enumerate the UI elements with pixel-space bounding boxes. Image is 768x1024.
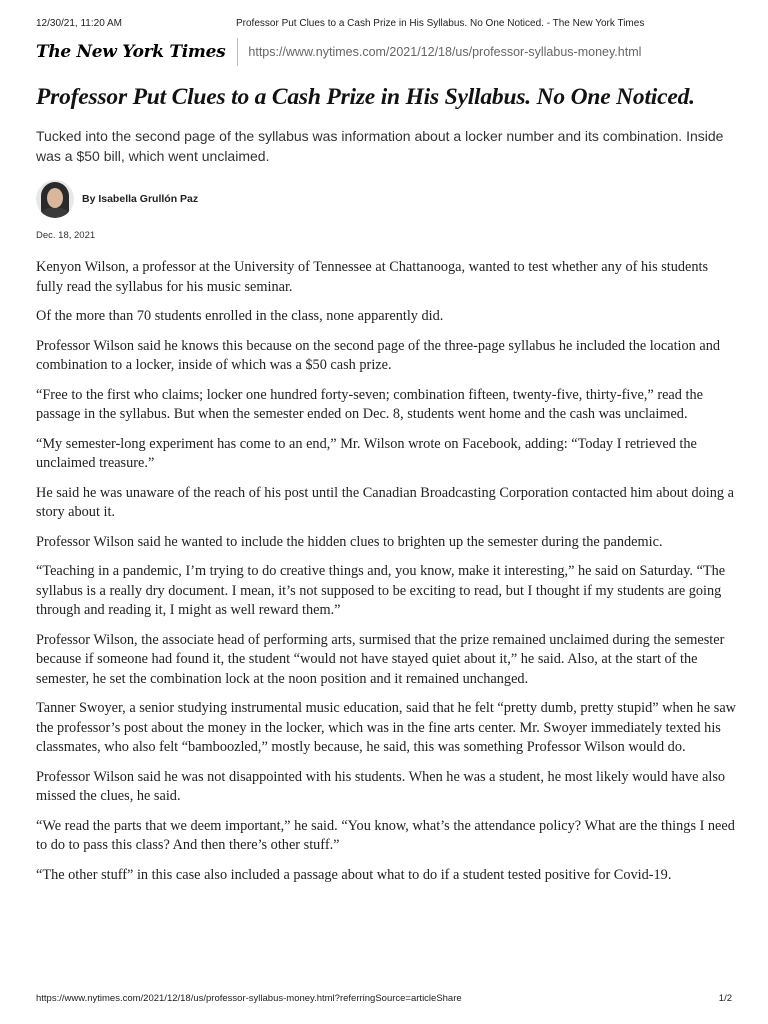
- publish-date: Dec. 18, 2021: [36, 230, 96, 241]
- article-paragraph: Professor Wilson said he was not disappointed with his students. When he was a student, he most likely would have also missed the clues, he said.: [36, 768, 726, 804]
- masthead: [36, 38, 641, 66]
- print-header: [36, 18, 732, 29]
- article-paragraph: He said he was unaware of the reach of his post until the Canadian Broadcasting Corporation contacted him about doing a story about it.: [36, 484, 734, 520]
- article-body: [36, 258, 736, 895]
- author-avatar: [36, 180, 74, 218]
- article-paragraph: Professor Wilson said he knows this because on the second page of the three-page syllabus he included the location and combination to a locker, inside of which was a $50 cash prize.: [36, 337, 721, 373]
- article-summary: Tucked into the second page of the syllabus was information about a locker number and its combination. Inside was a $50 bill, which went unclaimed.: [36, 128, 724, 164]
- byline: [36, 180, 198, 218]
- article-paragraph: Kenyon Wilson, a professor at the University of Tennessee at Chattanooga, wanted to test whether any of his students fully read the syllabus for his music seminar.: [36, 259, 709, 295]
- print-doc-title: Professor Put Clues to a Cash Prize in His Syllabus. No One Noticed. - The New York Times: [236, 18, 645, 29]
- article-url[interactable]: https://www.nytimes.com/2021/12/18/us/professor-syllabus-money.html: [248, 45, 642, 59]
- author-name[interactable]: By Isabella Grullón Paz: [82, 193, 199, 205]
- article-paragraph: Professor Wilson, the associate head of performing arts, surmised that the prize remained unclaimed during the semester because if someone had found it, the student “would not have stayed quiet about it,” he said. Also, at the start of the semester, he set the combination lock at the noon position and it remained unchanged.: [36, 631, 725, 687]
- print-footer-url: https://www.nytimes.com/2021/12/18/us/professor-syllabus-money.html?referringSource=articleShare: [36, 993, 462, 1004]
- article-paragraph: “The other stuff” in this case also included a passage about what to do if a student tested positive for Covid-19.: [36, 866, 672, 883]
- article-paragraph: Tanner Swoyer, a senior studying instrumental music education, said that he felt “pretty dumb, pretty stupid” when he saw the professor’s post about the money in the locker, which was in the fine arts center. Mr. Swoyer immediately texted his classmates, who also felt “bamboozled,” mostly because, he said, this was something Professor Wilson would do.: [36, 700, 736, 755]
- article-paragraph: Of the more than 70 students enrolled in the class, none apparently did.: [36, 308, 444, 324]
- article-paragraph: “Free to the first who claims; locker one hundred forty-seven; combination fifteen, twenty-five, thirty-five,” read the passage in the syllabus. But when the semester ended on Dec. 8, students went home and the cash was unclaimed.: [36, 386, 703, 422]
- masthead-divider: [237, 38, 238, 66]
- article-paragraph: “Teaching in a pandemic, I’m trying to do creative things and, you know, make it interesting,” he said on Saturday. “The syllabus is a really dry document. I mean, it’s not supposed to be exciting to read, but I thought if my students are going through and reading it, I might as well reward them.”: [36, 563, 726, 618]
- nyt-logo[interactable]: The New York Times: [36, 42, 226, 62]
- page-number: 1/2: [718, 993, 732, 1004]
- print-footer: [36, 993, 732, 1004]
- article-paragraph: “We read the parts that we deem important,” he said. “You know, what’s the attendance policy? What are the things I need to do to pass this class? And then there’s other stuff.”: [36, 817, 735, 853]
- article-paragraph: Professor Wilson said he wanted to include the hidden clues to brighten up the semester during the pandemic.: [36, 533, 663, 550]
- print-datetime: 12/30/21, 11:20 AM: [36, 18, 122, 29]
- article-paragraph: “My semester-long experiment has come to an end,” Mr. Wilson wrote on Facebook, adding: “Today I retrieved the unclaimed treasure.”: [36, 435, 697, 471]
- article-headline: Professor Put Clues to a Cash Prize in His Syllabus. No One Noticed.: [36, 84, 695, 110]
